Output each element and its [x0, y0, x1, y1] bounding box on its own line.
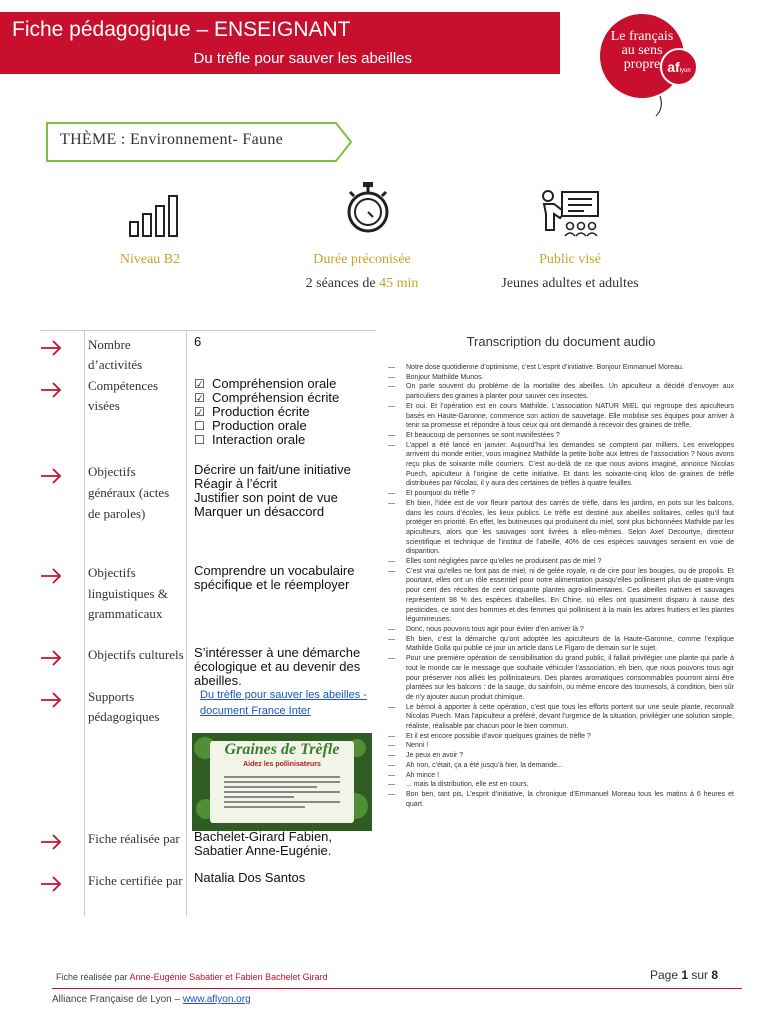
- general-objectives-label: Objectifs généraux (actes de paroles): [88, 464, 170, 521]
- page-total: 8: [711, 968, 719, 982]
- transcript-line: — Donc, nous pouvons tous agir pour éviter d’en arriver là ?: [388, 625, 734, 635]
- theme-label: THÈME : Environnement- Faune: [60, 131, 284, 148]
- page-separator: sur: [688, 968, 712, 982]
- skill-text: Production écrite: [212, 404, 310, 419]
- metric-audience: [470, 252, 670, 292]
- transcript-line: — Et il est encore possible d’avoir quelques graines de trèfle ?: [388, 732, 734, 742]
- arrow-right-icon: [40, 567, 62, 585]
- general-objectives-list: [194, 463, 376, 519]
- arrow-right-icon: [40, 381, 62, 399]
- checkbox-empty-icon: ☐: [194, 419, 205, 433]
- flyer-title: Graines de Trèfle: [224, 741, 340, 758]
- stopwatch-icon: [342, 180, 394, 234]
- arrow-right-icon: [40, 875, 62, 893]
- skill-text: Compréhension écrite: [212, 390, 340, 405]
- transcript-title: Transcription du document audio: [466, 334, 656, 349]
- transcript-lines: [388, 363, 734, 809]
- objective-item: Marquer un désaccord: [194, 504, 325, 519]
- skill-text: Production orale: [212, 418, 307, 433]
- checkbox-checked-icon: ☑: [194, 405, 205, 419]
- header-banner: [0, 12, 560, 74]
- skills-label: Compétences visées: [88, 378, 159, 413]
- skills-list: [194, 377, 376, 447]
- footer-divider: [52, 988, 742, 989]
- transcript-line: — C’est vrai qu’elles ne font pas de miel, ni de gelée royale, ni de cire pour les bougies, ou de propolis. Et pourtant, elles ont un rôle essentiel pour notre alimentation puisqu’elles pollinisent plus de quatre-vingts pour cent des récoltes de cent cinquante plantes agro-alimentaires. Ces abeilles natives et sauvages représentent 98 % des espèces d’abeilles. En Chine, où elles ont quasiment disparu à cause des pesticides, ce sont des hommes et des femmes qui pollinisent à la main les arbres fruitiers et les plantes légumineuses.: [388, 567, 734, 625]
- transcript-line: — Et pourquoi du trèfle ?: [388, 489, 734, 499]
- arrow-right-icon: [40, 649, 62, 667]
- checkbox-empty-icon: ☐: [194, 433, 205, 447]
- certified-by-value: Natalia Dos Santos: [194, 870, 306, 885]
- duration-prefix: 2 séances de: [305, 276, 380, 291]
- duration-value: [262, 276, 462, 292]
- cultural-objectives-label: Objectifs culturels: [88, 647, 184, 662]
- transcript-line: — Ah non, c’était, ça a été jusqu’à hier, la demande...: [388, 761, 734, 771]
- footer-org-name: Alliance Française de Lyon –: [52, 994, 183, 1005]
- activities-count-value: 6: [194, 334, 202, 349]
- transcript-line: — Ah mince !: [388, 771, 734, 781]
- arrow-right-icon: [40, 339, 62, 357]
- skill-text: Interaction orale: [212, 432, 306, 447]
- transcript-line: — Elles sont négligées parce qu’elles ne produisent pas de miel ?: [388, 557, 734, 567]
- page-number: [650, 968, 718, 982]
- transcript-line: — On parle souvent du problème de la mortalité des abeilles. Un apiculteur a décidé d’envoyer aux particuliers des graines à planter pour sauver ces insectes.: [388, 382, 734, 401]
- transcript-line: — Et beaucoup de personnes se sont manifestées ?: [388, 431, 734, 441]
- flyer-text-lines: [224, 773, 340, 811]
- audio-transcript: [388, 334, 734, 809]
- clover-seeds-flyer-image: [192, 733, 372, 831]
- transcript-line: — Le bémol à apporter à cette opération, c’est que tous les efforts portent sur une seule plante, reconnaît Nicolas Puech. Mais l’apiculteur a préféré, devant l’urgence de la situation, privilégier une solution simple, réaliste, réalisable par chacun pour le bien commun.: [388, 703, 734, 732]
- level-label: Niveau B2: [119, 252, 181, 267]
- objective-item: Décrire un fait/une initiative: [194, 462, 351, 477]
- activities-count-label: Nombre d’activités: [88, 337, 143, 372]
- created-by-label: Fiche réalisée par: [88, 831, 180, 846]
- audience-value: Jeunes adultes et adultes: [501, 276, 639, 291]
- page-prefix: Page: [650, 968, 682, 982]
- cultural-objectives-value: S’intéresser à une démarche écologique et au devenir des abeilles.: [194, 645, 361, 688]
- audience-presentation-icon: [540, 188, 602, 238]
- linguistic-objectives-value: Comprendre un vocabulaire spécifique et le réemployer: [194, 563, 355, 592]
- logo-af-text: af: [667, 59, 680, 75]
- footer-credits-prefix: Fiche réalisée par: [56, 972, 130, 982]
- footer-website-link[interactable]: www.aflyon.org: [182, 994, 251, 1005]
- transcript-line: — Nenni !: [388, 741, 734, 751]
- transcript-line: — Notre dose quotidienne d’optimisme, c’est L’esprit d’initiative. Bonjour Emmanuel Moreau.: [388, 363, 734, 373]
- logo-line-1: Le français: [610, 29, 674, 44]
- objective-item: Réagir à l’écrit: [194, 476, 278, 491]
- transcript-line: — Eh bien, c’est la démarche qu’ont adoptée les apiculteurs de la Haute-Garonne, comme l’explique Mathilde Golla qui publie ce jour un article dans Le Figaro de demain sur le sujet.: [388, 635, 734, 654]
- footer-organization: [52, 994, 251, 1005]
- theme-banner: [46, 122, 352, 162]
- transcript-line: — ... mais la distribution, elle est en cours.: [388, 780, 734, 790]
- linguistic-objectives-label: Objectifs linguistiques & grammaticaux: [88, 565, 168, 621]
- france-inter-document-link[interactable]: Du trèfle pour sauver les abeilles -document France Inter: [200, 689, 367, 717]
- transcript-line: — L’appel a été lancé en janvier. Aujourd’hui les demandes se comptent par milliers. Les enveloppes arrivent du monde entier, vous imaginez Mathilde la petite boîte aux lettres de l’association ? Nous avons reçu plus de soixante mille courriers. C’est au-delà de ce que nous avions imaginé, annonce Nicolas Puech, apiculteur à l’origine de cette initiative. Et dans les soixante-cinq kilos de graines de trèfle distribuées par Nicolas, il y aura des certaines de trèfles à quatre feuilles.: [388, 441, 734, 490]
- arrow-right-icon: [40, 467, 62, 485]
- logo-line-3: propre: [623, 57, 661, 72]
- transcript-line: — Je peux en avoir ?: [388, 751, 734, 761]
- skill-item: [194, 377, 376, 391]
- page-current: 1: [681, 968, 689, 982]
- created-by-value: Bachelet-Girard Fabien, Sabatier Anne-Eugénie.: [194, 829, 333, 858]
- level-bars-icon: [128, 192, 184, 238]
- audience-label: Public visé: [539, 252, 601, 267]
- duration-highlight: 45 min: [379, 276, 419, 291]
- arrow-right-icon: [40, 833, 62, 851]
- checkbox-checked-icon: ☑: [194, 391, 205, 405]
- footer-credits: [56, 972, 328, 982]
- teaching-materials-label: Supports pédagogiques: [88, 689, 160, 724]
- page-subtitle: Du trèfle pour sauver les abeilles: [193, 50, 412, 67]
- flyer-subtitle: Aidez les pollinisateurs: [243, 761, 321, 768]
- skill-item: [194, 433, 376, 447]
- teaching-materials-value: [194, 687, 376, 719]
- skill-text: Compréhension orale: [212, 376, 337, 391]
- skill-item: [194, 419, 376, 433]
- duration-label: Durée préconisée: [313, 252, 411, 267]
- logo-line-2: au sens: [621, 43, 663, 58]
- logo-af-small: lyon: [679, 68, 691, 74]
- logo-af-badge: [660, 48, 698, 86]
- table-divider: [186, 331, 187, 916]
- page-title: Fiche pédagogique – ENSEIGNANT: [12, 18, 351, 41]
- alliance-francaise-logo: [590, 8, 720, 118]
- lesson-info-table: [40, 330, 376, 915]
- skill-item: [194, 391, 376, 405]
- footer-authors: Anne-Eugénie Sabatier et Fabien Bachelet Girard: [129, 972, 328, 982]
- certified-by-label: Fiche certifiée par: [88, 873, 183, 888]
- transcript-line: — Bonjour Mathilde Munos.: [388, 373, 734, 383]
- objective-item: Justifier son point de vue: [194, 490, 338, 505]
- transcript-line: — Bon ben, tant pis, L’esprit d’initiative, la chronique d’Emmanuel Moreau tous les matins à 6 heures et quart.: [388, 790, 734, 809]
- transcript-line: — Eh bien, l’idée est de voir fleurir partout des carrés de trèfle, dans les jardins, en pots sur les balcons, dans les cours d’écoles, les lieux publics. Le trèfle est destiné aux abeilles solitaires, celles qu’il faut protéger en priorité. En effet, les butineuses qui produisent du miel, sont plus bichonnées Mathilde par les apiculteurs, alors que les sauvages sont livrées à elles-mêmes. Selon Axel Decourtye, directeur scientifique et technique de l’institut de l’abeille, 40% de ces espèces sauvages seraient en voie de disparition.: [388, 499, 734, 557]
- transcript-line: — Et oui. Et l’opération est en cours Mathilde. L’association NATUR MIEL qui regroupe des apiculteurs basés en Haute-Garonne, commence son action de sauvetage. Elle mobilise ses équipes pour arriver à tenir sa promesse et répondre à tous ceux qui ont demandé à recevoir des graines de trèfle.: [388, 402, 734, 431]
- metric-level: [90, 252, 210, 268]
- transcript-line: — Pour une première opération de sensibilisation du grand public, il fallait privilégier une plante qui parle à tout le monde car le message que souhaite véhiculer l’association, eh bien, que nous pouvons tous agir pour préserver nos alliés les pollinisateurs. Des plantes aromatiques consommables pourront ainsi être plantées sur les balcons : de la sauge, du sainfoin, ou même encore des tournesols, à condition, bien sûr de n’y ajouter aucun produit chimique.: [388, 654, 734, 703]
- table-divider: [84, 331, 85, 916]
- skill-item: [194, 405, 376, 419]
- arrow-right-icon: [40, 691, 62, 709]
- metric-duration: [262, 252, 462, 292]
- checkbox-checked-icon: ☑: [194, 377, 205, 391]
